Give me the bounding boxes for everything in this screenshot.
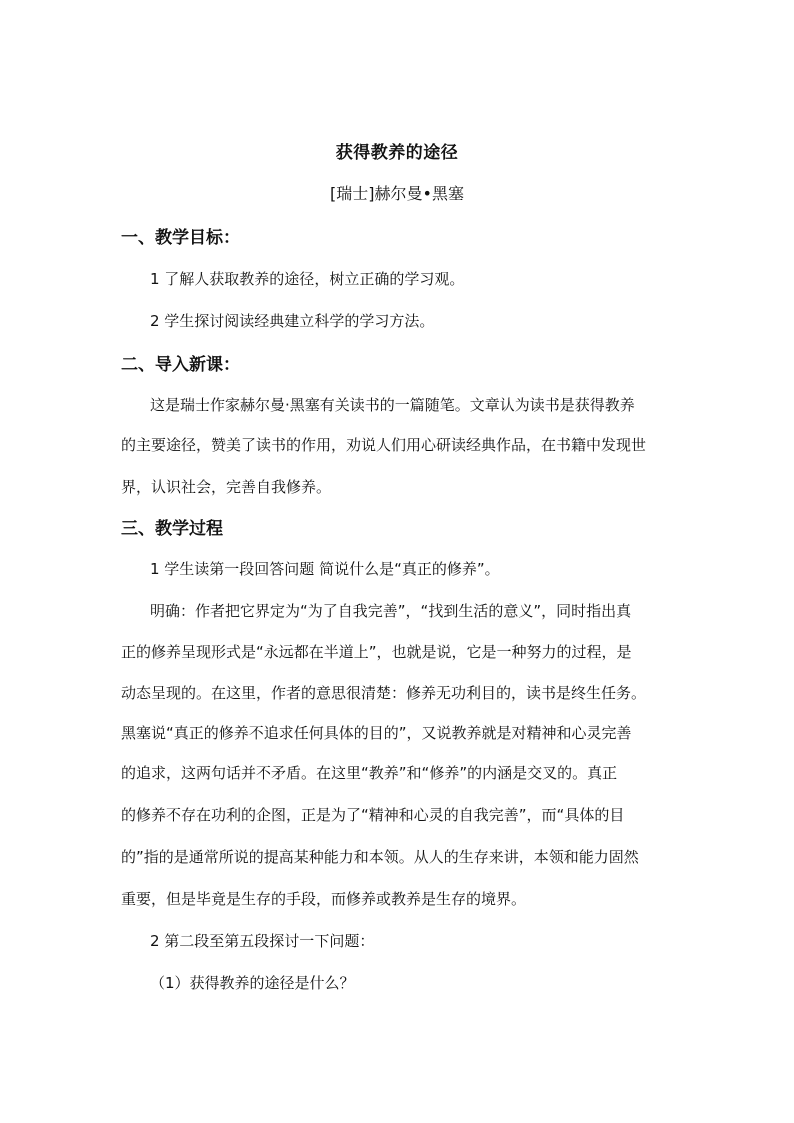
paragraph-line: 的”指的是通常所说的提高某种能力和本领。从人的生存来讲，本领和能力固然 [121,848,639,866]
paragraph-line: 这是瑞士作家赫尔曼·黑塞有关读书的一篇随笔。文章认为读书是获得教养 [150,396,635,414]
paragraph-line: 的主要途径，赞美了读书的作用，劝说人们用心研读经典作品，在书籍中发现世 [121,436,647,454]
process-subquestion-1: （1）获得教养的途径是什么？ [150,974,355,992]
objective-line-2: 2 学生探讨阅读经典建立科学的学习方法。 [150,312,435,330]
paragraph-line: 的修养不存在功利的企图，正是为了“精神和心灵的自我完善”，而“具体的目 [121,806,625,824]
paragraph-line: 界，认识社会，完善自我修养。 [121,478,332,496]
paragraph-line: 的追求，这两句话并不矛盾。在这里“教养”和“修养”的内涵是交叉的。真正 [121,764,618,782]
paragraph-line: 重要，但是毕竟是生存的手段，而修养或教养是生存的境界。 [121,890,527,908]
section-heading-objectives: 一、教学目标： [121,228,240,248]
process-question-2: 2 第二段至第五段探讨一下问题： [150,932,375,950]
document-author: [瑞士]赫尔曼•黑塞 [330,184,464,203]
objective-line-1: 1 了解人获取教养的途径，树立正确的学习观。 [150,270,465,288]
paragraph-line: 明确：作者把它界定为“为了自我完善”，“找到生活的意义”，同时指出真 [150,602,632,620]
document-title: 获得教养的途径 [335,143,459,163]
section-heading-introduction: 二、导入新课： [121,355,240,375]
paragraph-line: 动态呈现的。在这里，作者的意思很清楚：修养无功利目的，读书是终生任务。 [121,684,647,702]
paragraph-line: 正的修养呈现形式是“永远都在半道上”，也就是说，它是一种努力的过程，是 [121,643,632,661]
process-question-1: 1 学生读第一段回答问题 简说什么是“真正的修养”。 [150,560,500,578]
paragraph-line: 黑塞说“真正的修养不追求任何具体的目的”，又说教养就是对精神和心灵完善 [121,724,632,742]
section-heading-process: 三、教学过程 [121,519,223,539]
